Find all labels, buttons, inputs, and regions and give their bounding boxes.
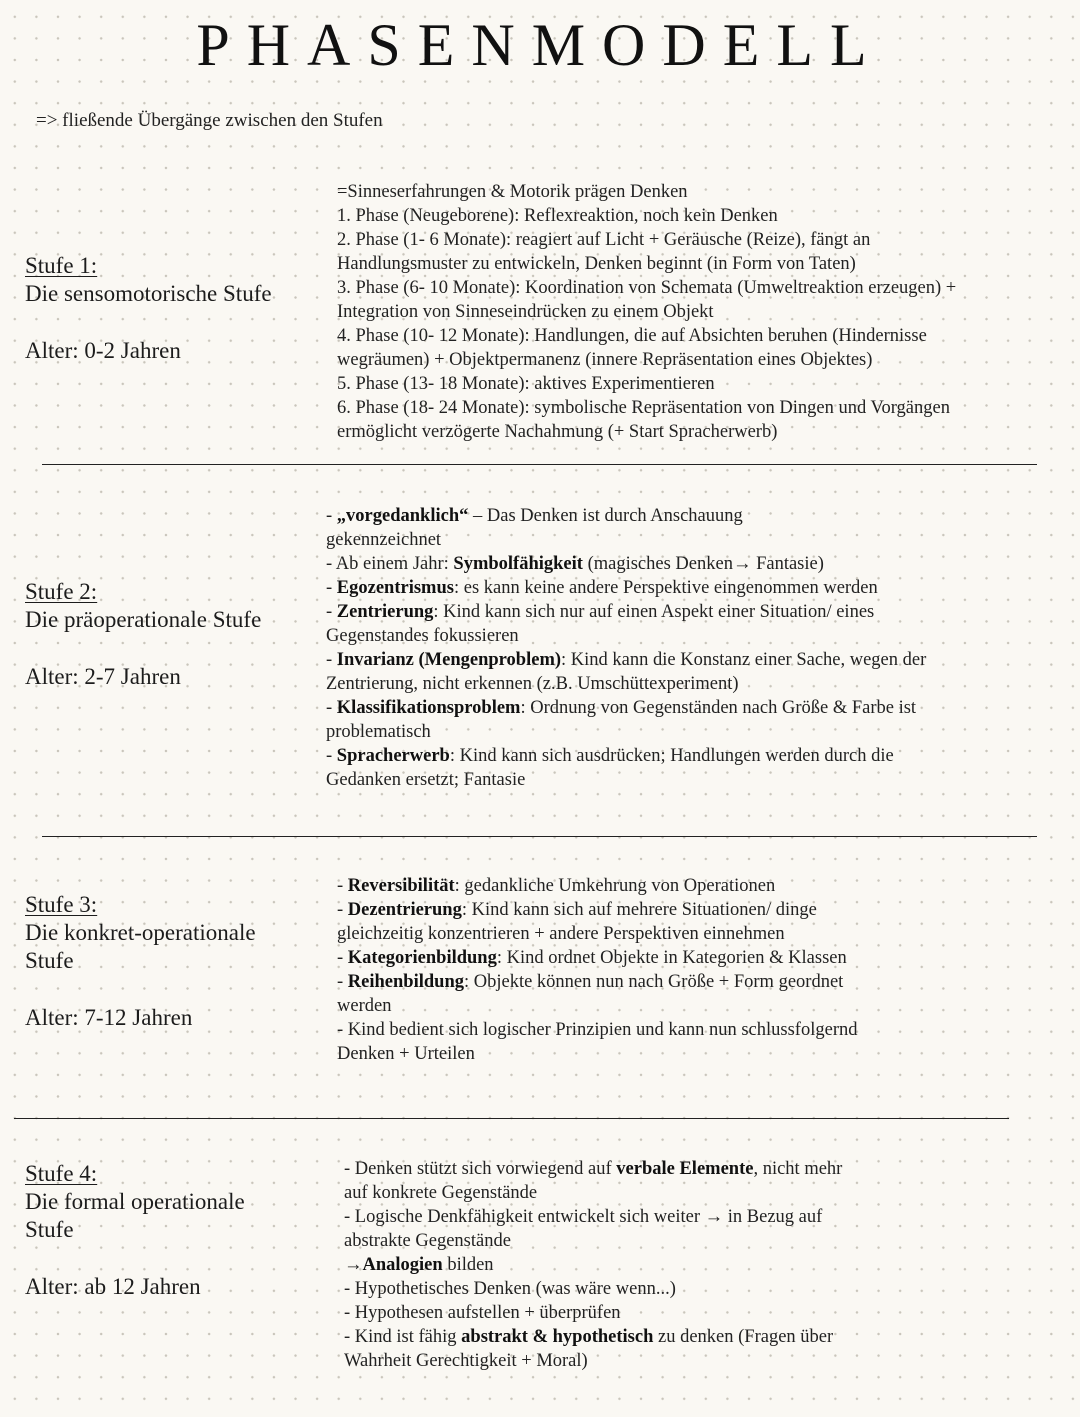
stage-4-line: Wahrheit Gerechtigkeit + Moral) — [344, 1351, 588, 1371]
stage-2-line: - Ab einem Jahr: Symbolfähigkeit (magisches Denken→ Fantasie) — [326, 554, 824, 574]
stage-4-age: Alter: ab 12 Jahren — [25, 1274, 201, 1299]
stage-1-name: Die sensomotorische Stufe — [25, 281, 272, 306]
stage-4-line: - Kind ist fähig abstrakt & hypothetisch zu denken (Fragen über — [344, 1327, 834, 1347]
stage-4-line: - Hypothesen aufstellen + überprüfen — [344, 1303, 621, 1323]
stage-1-line: 1. Phase (Neugeborene): Reflexreaktion, noch kein Denken — [337, 206, 778, 226]
stage-1-line: Handlungsmuster zu entwickeln, Denken beginnt (in Form von Taten) — [337, 254, 856, 274]
stage-2-label — [25, 578, 310, 691]
stage-1-line: 2. Phase (1- 6 Monate): reagiert auf Licht + Geräusche (Reize), fängt an — [337, 230, 871, 250]
separator-3 — [14, 1118, 1009, 1119]
stage-3-title: Stufe 3: — [25, 892, 98, 917]
stage-4-line: - Hypothetisches Denken (was wäre wenn...) — [344, 1279, 676, 1299]
stage-1-line: 5. Phase (13- 18 Monate): aktives Experimentieren — [337, 374, 715, 394]
stage-3-line: - Kind bedient sich logischer Prinzipien und kann nun schlussfolgernd — [337, 1020, 858, 1040]
stage-1-label — [25, 252, 310, 365]
stage-2-age: Alter: 2-7 Jahren — [25, 664, 181, 689]
stage-1-line: 3. Phase (6- 10 Monate): Koordination von Schemata (Umweltreaktion erzeugen) + — [337, 278, 957, 298]
stage-3-description — [337, 874, 857, 1066]
stage-1-description — [337, 180, 956, 444]
stage-2-title: Stufe 2: — [25, 579, 98, 604]
stage-3-line: - Kategorienbildung: Kind ordnet Objekte in Kategorien & Klassen — [337, 948, 847, 968]
stage-4-line: - Denken stützt sich vorwiegend auf verbale Elemente, nicht mehr — [344, 1159, 843, 1179]
stage-4-line: abstrakte Gegenstände — [344, 1231, 511, 1251]
stage-1-line: =Sinneserfahrungen & Motorik prägen Denken — [337, 182, 688, 202]
stage-3-line: - Reihenbildung: Objekte können nun nach Größe + Form geordnet — [337, 972, 844, 992]
stage-2-description — [326, 504, 926, 792]
stage-4-name-cont: Stufe — [25, 1217, 74, 1242]
stage-2-line: - Spracherwerb: Kind kann sich ausdrücken; Handlungen werden durch die — [326, 746, 894, 766]
stage-2-line: - Klassifikationsproblem: Ordnung von Gegenständen nach Größe & Farbe ist — [326, 698, 917, 718]
stage-2-name: Die präoperationale Stufe — [25, 607, 262, 632]
stage-3-line: werden — [337, 996, 392, 1016]
stage-2-line: - Zentrierung: Kind kann sich nur auf einen Aspekt einer Situation/ eines — [326, 602, 875, 622]
page-title: PHASENMODELL — [196, 12, 884, 78]
stage-3-line: Denken + Urteilen — [337, 1044, 475, 1064]
stage-4-line: auf konkrete Gegenstände — [344, 1183, 538, 1203]
stage-4-label — [25, 1160, 310, 1301]
stage-1-line: ermöglicht verzögerte Nachahmung (+ Start Spracherwerb) — [337, 422, 778, 442]
stage-4-name: Die formal operationale — [25, 1189, 245, 1214]
subtitle: => fließende Übergänge zwischen den Stufen — [36, 110, 383, 131]
stage-3-line: - Reversibilität: gedankliche Umkehrung von Operationen — [337, 876, 776, 896]
stage-3-label — [25, 891, 310, 1032]
stage-2-line: Gedanken ersetzt; Fantasie — [326, 770, 526, 790]
stage-2-line: gekennzeichnet — [326, 530, 442, 550]
separator-2 — [42, 836, 1037, 837]
stage-2-line: problematisch — [326, 722, 431, 742]
stage-4-description — [344, 1157, 842, 1373]
stage-4-line: - Logische Denkfähigkeit entwickelt sich weiter → in Bezug auf — [344, 1207, 823, 1227]
stage-2-line: Gegenstandes fokussieren — [326, 626, 519, 646]
separator-1 — [42, 464, 1037, 465]
stage-1-line: Integration von Sinneseindrücken zu einem Objekt — [337, 302, 714, 322]
stage-4-line: →Analogien bilden — [344, 1255, 494, 1275]
stage-4-title: Stufe 4: — [25, 1161, 98, 1186]
stage-1-line: 4. Phase (10- 12 Monate): Handlungen, die auf Absichten beruhen (Hindernisse — [337, 326, 927, 346]
stage-2-line: - „vorgedanklich“ – Das Denken ist durch Anschauung — [326, 506, 743, 526]
stage-2-line: - Invarianz (Mengenproblem): Kind kann die Konstanz einer Sache, wegen der — [326, 650, 927, 670]
stage-3-name-cont: Stufe — [25, 948, 74, 973]
stage-3-line: - Dezentrierung: Kind kann sich auf mehrere Situationen/ dinge — [337, 900, 817, 920]
stage-1-line: wegräumen) + Objektpermanenz (innere Repräsentation eines Objektes) — [337, 350, 873, 370]
stage-2-line: - Egozentrismus: es kann keine andere Perspektive eingenommen werden — [326, 578, 878, 598]
stage-1-line: 6. Phase (18- 24 Monate): symbolische Repräsentation von Dingen und Vorgängen — [337, 398, 950, 418]
stage-2-line: Zentrierung, nicht erkennen (z.B. Umschüttexperiment) — [326, 674, 739, 694]
stage-1-age: Alter: 0-2 Jahren — [25, 338, 181, 363]
stage-3-name: Die konkret-operationale — [25, 920, 256, 945]
stage-3-age: Alter: 7-12 Jahren — [25, 1005, 193, 1030]
stage-3-line: gleichzeitig konzentrieren + andere Perspektiven einnehmen — [337, 924, 785, 944]
stage-1-title: Stufe 1: — [25, 253, 98, 278]
